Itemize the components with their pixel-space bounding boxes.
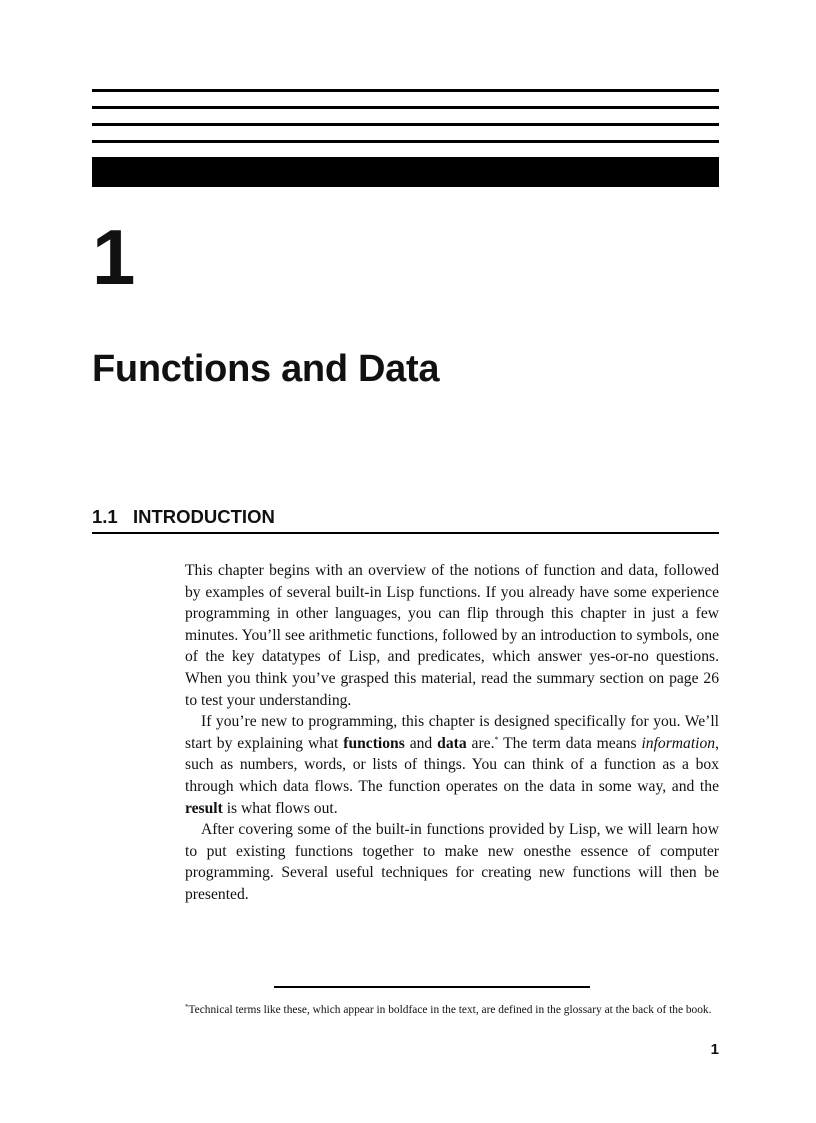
paragraph-2 [185, 711, 719, 819]
p2-text-c: are. [466, 734, 495, 752]
term-functions: functions [343, 734, 405, 752]
term-data: data [437, 734, 467, 752]
body-text [185, 560, 719, 906]
header-rule-3 [92, 123, 719, 126]
header-rule-1 [92, 89, 719, 92]
footnote-rule [274, 986, 590, 988]
header-rule-4 [92, 140, 719, 143]
chapter-title: Functions and Data [92, 348, 440, 390]
page-number: 1 [710, 1041, 719, 1058]
p2-text-a: If you’re new to programming, this chapter is designed specifically for you. We’ll start by explaining what [185, 713, 719, 752]
section-heading [92, 505, 719, 534]
term-information: information [641, 734, 716, 752]
footnote [185, 1002, 719, 1019]
section-number: 1.1 [92, 506, 118, 527]
p2-text-b: and [404, 734, 438, 752]
paragraph-1: This chapter begins with an overview of the notions of function and data, followed by examples of several built-in Lisp functions. If you already have some experience programming in other languages, you can flip through this chapter in just a few minutes. You’ll see arithmetic functions, followed by an introduction to symbols, one of the key datatypes of Lisp, and predicates, which answer yes-or-no questions. When you think you’ve grasped this material, read the summary section on page 26 to test your understanding. [185, 562, 719, 709]
term-result: result [185, 799, 223, 817]
p2-text-d: The term data means [498, 734, 642, 752]
footnote-text: Technical terms like these, which appear in boldface in the text, are defined in the glossary at the back of the book. [188, 1004, 712, 1016]
footnote-mark[interactable]: * [494, 734, 499, 744]
header-rule-2 [92, 106, 719, 109]
footnote-marker: * [185, 1003, 189, 1011]
p2-text-e: , such as numbers, words, or lists of things. You can think of a function as a box through which data flows. The function operates on the data in some way, and the [185, 734, 719, 795]
header-band [92, 157, 719, 187]
paragraph-3: After covering some of the built-in functions provided by Lisp, we will learn how to put existing functions together to make new onesthe essence of computer programming. Several useful techniques for creating new functions will then be presented. [185, 821, 719, 903]
p2-text-f: is what flows out. [222, 799, 338, 817]
chapter-number: 1 [92, 213, 136, 301]
section-title: INTRODUCTION [133, 506, 275, 527]
